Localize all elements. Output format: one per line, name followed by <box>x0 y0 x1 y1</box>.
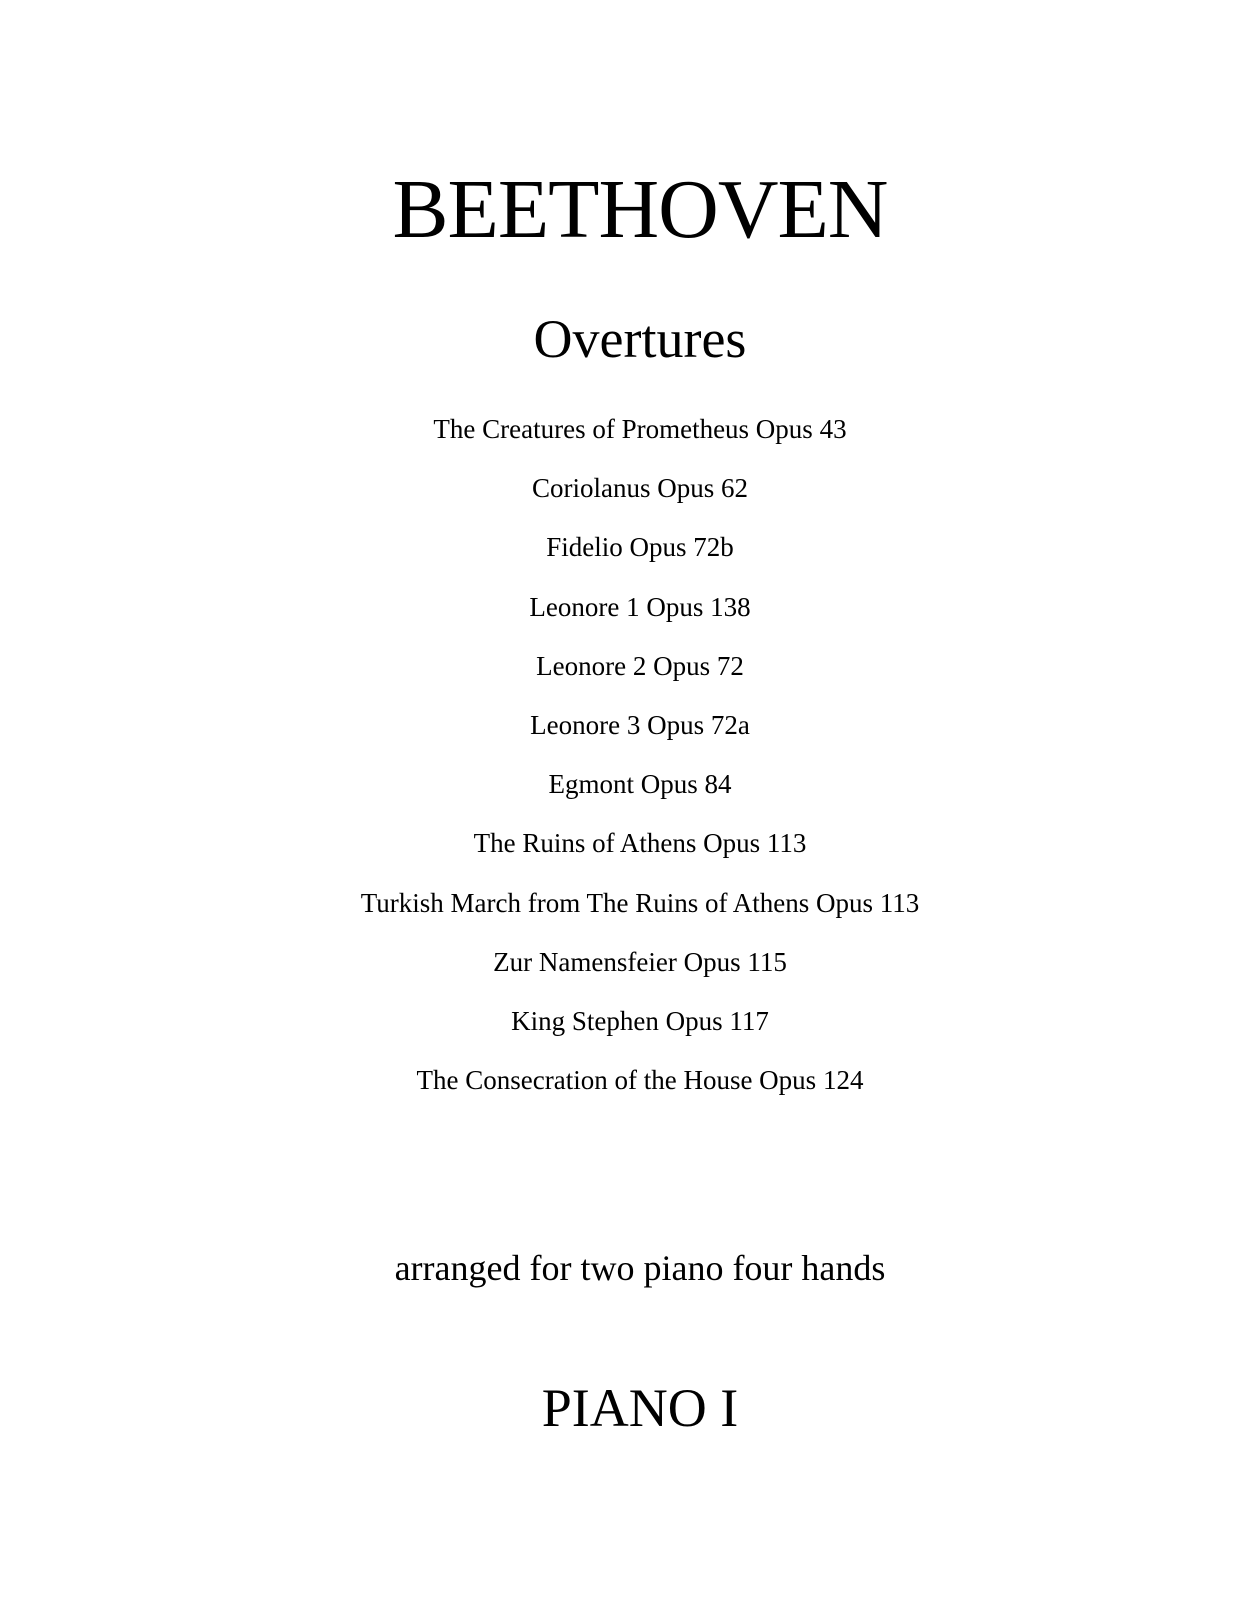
work-item: Coriolanus Opus 62 <box>532 473 748 504</box>
composer-name: BEETHOVEN <box>392 163 888 256</box>
work-item: King Stephen Opus 117 <box>511 1005 769 1036</box>
work-item: Leonore 1 Opus 138 <box>529 591 751 622</box>
work-item: The Creatures of Prometheus Opus 43 <box>433 414 847 444</box>
work-item: Zur Namensfeier Opus 115 <box>493 946 787 977</box>
work-item: The Consecration of the House Opus 124 <box>416 1065 864 1096</box>
work-item: Fidelio Opus 72b <box>546 532 734 563</box>
work-item: Egmont Opus 84 <box>548 769 732 800</box>
part-label: PIANO I <box>541 1378 739 1438</box>
work-item: Turkish March from The Ruins of Athens Opus 113 <box>360 887 920 918</box>
work-item: Leonore 2 Opus 72 <box>536 650 744 681</box>
work-item: The Ruins of Athens Opus 113 <box>473 828 807 859</box>
works-list <box>0 414 1236 1124</box>
arrangement-note: arranged for two piano four hands <box>394 1248 886 1288</box>
collection-subtitle: Overtures <box>533 309 747 369</box>
work-item: Leonore 3 Opus 72a <box>530 709 750 740</box>
